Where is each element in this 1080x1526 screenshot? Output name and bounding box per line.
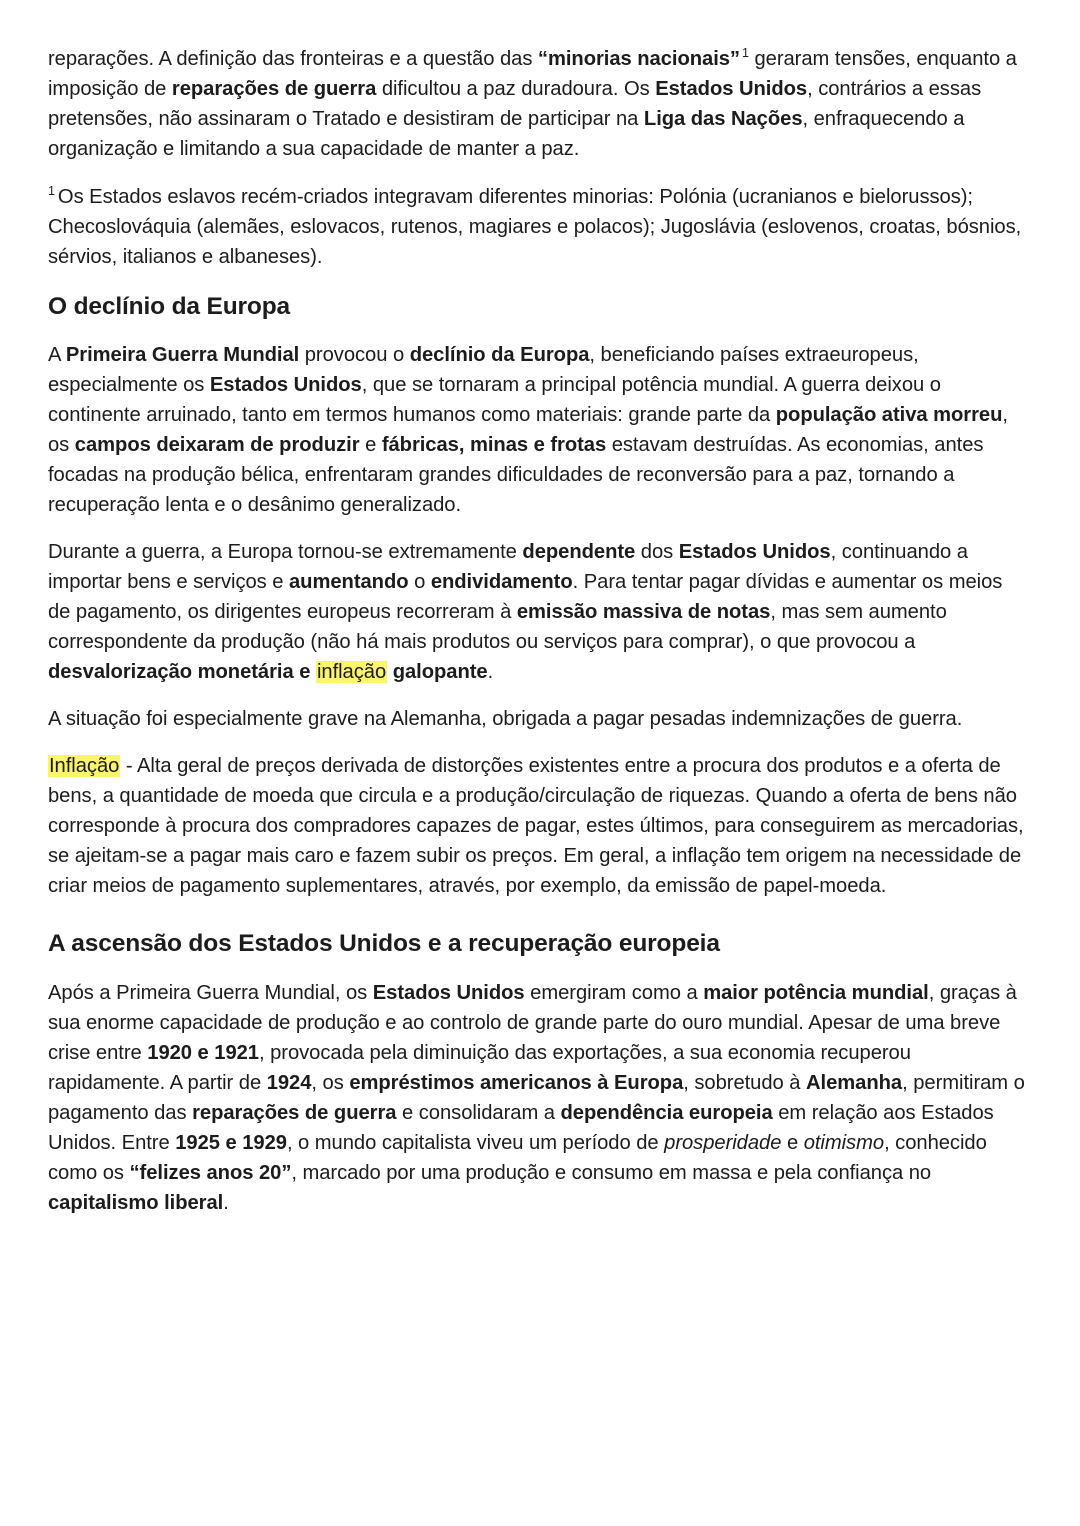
- italic-run: prosperidade: [664, 1132, 782, 1154]
- bold-run: “felizes anos 20”: [129, 1162, 292, 1184]
- bold-run: Alemanha: [806, 1072, 903, 1094]
- text-run: , que se tornaram a principal potência mundial. A guerra deixou o continente arruinado, tanto em termos humanos como materiais: grande parte da: [48, 374, 941, 426]
- highlighted-run: Inflação: [49, 755, 120, 777]
- text-run: dificultou a paz duradoura. Os: [376, 78, 656, 100]
- text-run: , beneficiando países extraeuropeus, especialmente os: [48, 344, 919, 396]
- text-run: , sobretudo à: [683, 1072, 807, 1094]
- text-run: estavam destruídas. As economias, antes focadas na produção bélica, enfrentaram grandes dificuldades de reconversão para a paz, tornando a recuperação lenta e o desânimo generalizado.: [48, 434, 984, 516]
- bold-run: dependente: [522, 541, 636, 563]
- text-run: o: [408, 571, 431, 593]
- text-run: dos: [635, 541, 679, 563]
- text-run: , os: [48, 404, 1008, 456]
- text-run: .: [487, 661, 494, 683]
- text-run: emergiram como a: [524, 982, 704, 1004]
- bold-run: campos deixaram de produzir: [74, 434, 360, 456]
- bold-run: 1924: [266, 1072, 312, 1094]
- text-run: , continuando a importar bens e serviços e: [48, 541, 968, 593]
- bold-run: Estados Unidos: [372, 982, 525, 1004]
- bold-run: reparações de guerra: [171, 78, 377, 100]
- bold-run: galopante: [392, 661, 488, 683]
- heading-declinio-da-europa: O declínio da Europa: [48, 293, 291, 320]
- highlighted-run: inflação: [316, 661, 387, 683]
- text-run: - Alta geral de preços derivada de distorções existentes entre a procura dos produtos e a oferta de bens, a quantidade de moeda que circula e a produção/circulação de riquezas. Quando a oferta de bens não corresponde à procura dos compradores capazes de pagar, estes últimos, para conseguirem as mercadorias, se ajeitam-se a pagar mais caro e fazem subir os preços. Em geral, a inflação tem origem na necessidade de criar meios de pagamento suplementares, através, por exemplo, da emissão de papel-moeda.: [48, 755, 1024, 897]
- text-run: e consolidaram a: [396, 1102, 561, 1124]
- text-run: A: [48, 344, 66, 366]
- text-run: , provocada pela diminuição das exportações, a sua economia recuperou rapidamente. A partir de: [48, 1042, 911, 1094]
- page-bottom-whitespace: [48, 1235, 1030, 1475]
- footnote-minorias: [48, 182, 1030, 272]
- text-run: , enfraquecendo a organização e limitando a sua capacidade de manter a paz.: [48, 108, 965, 160]
- bold-run: Estados Unidos: [655, 78, 808, 100]
- paragraph-situacao-alemanha: [48, 704, 1030, 734]
- text-run: . Para tentar pagar dívidas e aumentar os meios de pagamento, os dirigentes europeus recorreram à: [48, 571, 1003, 623]
- text-run: , graças à sua enorme capacidade de produção e ao controlo de grande parte do ouro mundial. Apesar de uma breve crise entre: [48, 982, 1017, 1064]
- bold-run: fábricas, minas e frotas: [381, 434, 607, 456]
- bold-run: Liga das Nações: [643, 108, 803, 130]
- bold-run: empréstimos americanos à Europa: [349, 1072, 684, 1094]
- bold-run: Estados Unidos: [209, 374, 362, 396]
- paragraph-dependencia-eua: [48, 537, 1030, 687]
- text-run: geraram tensões, enquanto a imposição de: [48, 48, 1017, 100]
- italic-run: otimismo: [803, 1132, 885, 1154]
- footnote-reference: 1: [741, 46, 749, 61]
- text-run: em relação aos Estados Unidos. Entre: [48, 1102, 994, 1154]
- bold-run: aumentando: [289, 571, 409, 593]
- text-run: Os Estados eslavos recém-criados integravam diferentes minorias: Polónia (ucranianos e bielorussos); Checoslováquia (alemães, eslovacos, rutenos, magiares e polacos); Jugoslávia (eslovenos, croatas, bósnios, sérvios, italianos e albaneses).: [48, 186, 1022, 268]
- text-run: A situação foi especialmente grave na Alemanha, obrigada a pagar pesadas indemnizações de guerra.: [48, 708, 963, 730]
- text-run: , o mundo capitalista viveu um período de: [286, 1132, 665, 1154]
- bold-run: maior potência mundial: [703, 982, 929, 1004]
- text-run: Durante a guerra, a Europa tornou-se extremamente: [48, 541, 523, 563]
- paragraph-ascensao-eua: [48, 978, 1030, 1218]
- text-run: , permitiram o pagamento das: [48, 1072, 1025, 1124]
- bold-run: declínio da Europa: [409, 344, 590, 366]
- text-run: , conhecido como os: [48, 1132, 987, 1184]
- bold-run: “minorias nacionais”: [537, 48, 740, 70]
- text-run: , marcado por uma produção e consumo em massa e pela confiança no: [291, 1162, 932, 1184]
- heading-ascensao-estados-unidos: A ascensão dos Estados Unidos e a recuperação europeia: [48, 930, 720, 957]
- bold-run: Estados Unidos: [678, 541, 831, 563]
- bold-run: dependência europeia: [560, 1102, 773, 1124]
- bold-run: 1925 e 1929: [175, 1132, 287, 1154]
- text-run: Após a Primeira Guerra Mundial, os: [48, 982, 373, 1004]
- text-run: , contrários a essas pretensões, não assinaram o Tratado e desistiram de participar na: [48, 78, 982, 130]
- bold-run: endividamento: [430, 571, 573, 593]
- bold-run: reparações de guerra: [192, 1102, 397, 1124]
- bold-run: capitalismo liberal: [48, 1192, 224, 1214]
- text-run: e: [359, 434, 382, 456]
- text-run: , mas sem aumento correspondente da produção (não há mais produtos ou serviços para comprar), o que provocou a: [48, 601, 947, 653]
- bold-run: população ativa morreu: [775, 404, 1003, 426]
- text-run: reparações. A definição das fronteiras e a questão das: [48, 48, 538, 70]
- bold-run: emissão massiva de notas: [516, 601, 771, 623]
- footnote-marker: 1: [48, 184, 55, 199]
- text-run: .: [223, 1192, 229, 1214]
- bold-run: desvalorização monetária e: [48, 661, 316, 683]
- text-run: provocou o: [299, 344, 410, 366]
- bold-run: 1920 e 1921: [147, 1042, 259, 1064]
- text-run: e: [781, 1132, 804, 1154]
- text-run: , os: [311, 1072, 350, 1094]
- paragraph-reparacoes: [48, 44, 1030, 164]
- paragraph-definicao-inflacao: [48, 751, 1030, 901]
- bold-run: Primeira Guerra Mundial: [65, 344, 300, 366]
- paragraph-declinio-primeiro: [48, 340, 1030, 520]
